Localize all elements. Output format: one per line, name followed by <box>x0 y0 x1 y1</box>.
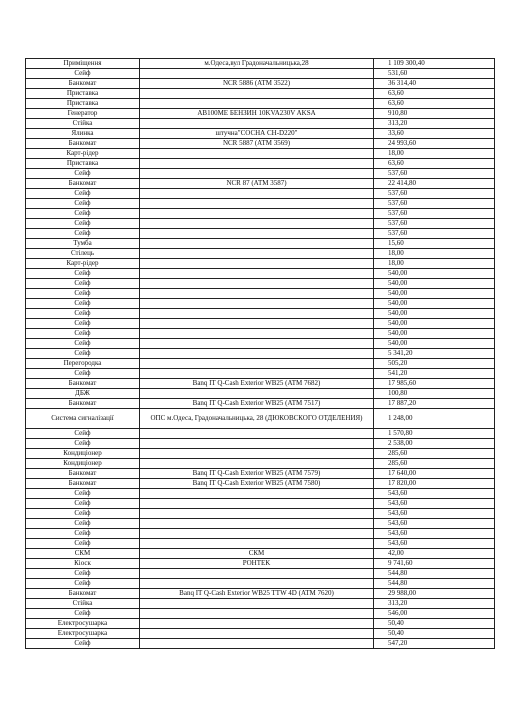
asset-value-cell: 543,60 <box>374 539 495 549</box>
asset-description-cell: Banq IT Q-Cash Exterior WB25 (ATM 7580) <box>140 479 374 489</box>
table-row <box>26 499 495 509</box>
asset-name-cell: Кондиціонер <box>26 449 140 459</box>
asset-name-cell: Банкомат <box>26 589 140 599</box>
asset-value-cell: 33,60 <box>374 129 495 139</box>
asset-description-cell: POHTEK <box>140 559 374 569</box>
asset-value-cell: 24 993,60 <box>374 139 495 149</box>
asset-description-cell <box>140 319 374 329</box>
asset-value-cell: 1 109 300,40 <box>374 59 495 69</box>
table-row <box>26 579 495 589</box>
table-row <box>26 369 495 379</box>
asset-name-cell: ДБЖ <box>26 389 140 399</box>
asset-description-cell <box>140 69 374 79</box>
asset-value-cell: 541,20 <box>374 369 495 379</box>
asset-name-cell: Приставка <box>26 89 140 99</box>
table-row <box>26 69 495 79</box>
asset-description-cell <box>140 359 374 369</box>
asset-name-cell: Сейф <box>26 539 140 549</box>
asset-value-cell: 18,00 <box>374 249 495 259</box>
asset-value-cell: 42,00 <box>374 549 495 559</box>
asset-name-cell: Банкомат <box>26 399 140 409</box>
table-row <box>26 569 495 579</box>
asset-value-cell: 285,60 <box>374 449 495 459</box>
asset-value-cell: 537,60 <box>374 189 495 199</box>
asset-description-cell <box>140 489 374 499</box>
asset-name-cell: Сейф <box>26 639 140 649</box>
asset-value-cell: 537,60 <box>374 219 495 229</box>
asset-value-cell: 540,00 <box>374 309 495 319</box>
asset-description-cell <box>140 209 374 219</box>
table-row <box>26 139 495 149</box>
table-row <box>26 359 495 369</box>
asset-name-cell: Сейф <box>26 229 140 239</box>
asset-name-cell: Сейф <box>26 69 140 79</box>
asset-value-cell: 36 314,40 <box>374 79 495 89</box>
asset-description-cell <box>140 449 374 459</box>
asset-description-cell <box>140 349 374 359</box>
asset-value-cell: 544,80 <box>374 569 495 579</box>
table-row <box>26 349 495 359</box>
asset-name-cell: Система сигналізації <box>26 409 140 429</box>
table-row <box>26 99 495 109</box>
asset-name-cell: Банкомат <box>26 479 140 489</box>
table-row <box>26 519 495 529</box>
asset-description-cell: ОПС м.Одеса, Градоначальницька, 28 (ДЮКОВСКОГО ОТДЕЛЕНИЯ) <box>140 409 374 429</box>
asset-description-cell <box>140 289 374 299</box>
asset-description-cell <box>140 329 374 339</box>
asset-name-cell: Електросушарка <box>26 619 140 629</box>
asset-description-cell <box>140 499 374 509</box>
asset-description-cell <box>140 439 374 449</box>
asset-description-cell <box>140 619 374 629</box>
asset-value-cell: 285,60 <box>374 459 495 469</box>
asset-description-cell <box>140 169 374 179</box>
table-row <box>26 319 495 329</box>
asset-value-cell: 313,20 <box>374 119 495 129</box>
asset-description-cell <box>140 149 374 159</box>
asset-value-cell: 29 988,00 <box>374 589 495 599</box>
asset-name-cell: Перегородка <box>26 359 140 369</box>
asset-description-cell <box>140 259 374 269</box>
table-row <box>26 429 495 439</box>
asset-description-cell <box>140 239 374 249</box>
asset-value-cell: 540,00 <box>374 319 495 329</box>
asset-description-cell <box>140 579 374 589</box>
asset-description-cell: NCR 87 (ATM 3587) <box>140 179 374 189</box>
asset-name-cell: Стійка <box>26 119 140 129</box>
asset-value-cell: 540,00 <box>374 329 495 339</box>
asset-name-cell: Приставка <box>26 99 140 109</box>
table-row <box>26 589 495 599</box>
asset-name-cell: Банкомат <box>26 179 140 189</box>
table-row <box>26 509 495 519</box>
table-row <box>26 559 495 569</box>
asset-value-cell: 540,00 <box>374 299 495 309</box>
asset-name-cell: Сейф <box>26 319 140 329</box>
table-row <box>26 409 495 429</box>
table-row <box>26 299 495 309</box>
table-row <box>26 329 495 339</box>
asset-description-cell <box>140 369 374 379</box>
asset-description-cell <box>140 599 374 609</box>
asset-description-cell <box>140 459 374 469</box>
table-row <box>26 79 495 89</box>
asset-description-cell <box>140 509 374 519</box>
asset-value-cell: 50,40 <box>374 629 495 639</box>
table-row <box>26 289 495 299</box>
asset-name-cell: Сейф <box>26 609 140 619</box>
asset-description-cell: Banq IT Q-Cash Exterior WB25 (ATM 7517) <box>140 399 374 409</box>
asset-description-cell <box>140 629 374 639</box>
asset-description-cell <box>140 569 374 579</box>
table-row <box>26 159 495 169</box>
asset-table <box>25 58 495 649</box>
asset-description-cell: штучна"СОСНА СН-D220" <box>140 129 374 139</box>
asset-description-cell <box>140 199 374 209</box>
asset-name-cell: Ялинка <box>26 129 140 139</box>
table-row <box>26 489 495 499</box>
asset-value-cell: 2 538,00 <box>374 439 495 449</box>
asset-value-cell: 540,00 <box>374 339 495 349</box>
asset-name-cell: Сейф <box>26 509 140 519</box>
asset-value-cell: 537,60 <box>374 229 495 239</box>
asset-value-cell: 547,20 <box>374 639 495 649</box>
asset-value-cell: 543,60 <box>374 529 495 539</box>
asset-name-cell: Сейф <box>26 209 140 219</box>
table-row <box>26 269 495 279</box>
asset-description-cell <box>140 249 374 259</box>
asset-name-cell: Стілець <box>26 249 140 259</box>
asset-name-cell: Сейф <box>26 299 140 309</box>
asset-description-cell <box>140 339 374 349</box>
asset-description-cell <box>140 159 374 169</box>
table-row <box>26 89 495 99</box>
asset-name-cell: Сейф <box>26 439 140 449</box>
asset-value-cell: 540,00 <box>374 289 495 299</box>
asset-value-cell: 543,60 <box>374 519 495 529</box>
asset-value-cell: 17 640,00 <box>374 469 495 479</box>
asset-value-cell: 537,60 <box>374 199 495 209</box>
table-row <box>26 209 495 219</box>
asset-description-cell: СКМ <box>140 549 374 559</box>
table-row <box>26 169 495 179</box>
table-row <box>26 189 495 199</box>
table-row <box>26 639 495 649</box>
asset-description-cell <box>140 539 374 549</box>
table-row <box>26 389 495 399</box>
asset-name-cell: Кондиціонер <box>26 459 140 469</box>
asset-value-cell: 543,60 <box>374 509 495 519</box>
asset-value-cell: 63,60 <box>374 89 495 99</box>
asset-value-cell: 531,60 <box>374 69 495 79</box>
asset-description-cell <box>140 219 374 229</box>
asset-description-cell: NCR 5887 (ATM 3569) <box>140 139 374 149</box>
table-row <box>26 179 495 189</box>
asset-name-cell: Сейф <box>26 429 140 439</box>
asset-value-cell: 22 414,80 <box>374 179 495 189</box>
asset-value-cell: 15,60 <box>374 239 495 249</box>
asset-value-cell: 100,80 <box>374 389 495 399</box>
asset-name-cell: Сейф <box>26 219 140 229</box>
asset-name-cell: Банкомат <box>26 469 140 479</box>
asset-register-sheet <box>25 58 485 649</box>
asset-name-cell: Сейф <box>26 339 140 349</box>
table-row <box>26 529 495 539</box>
table-row <box>26 149 495 159</box>
asset-value-cell: 313,20 <box>374 599 495 609</box>
asset-name-cell: Генератор <box>26 109 140 119</box>
asset-name-cell: Сейф <box>26 199 140 209</box>
table-row <box>26 539 495 549</box>
asset-name-cell: Карт-рідер <box>26 149 140 159</box>
asset-name-cell: Сейф <box>26 369 140 379</box>
asset-description-cell: Banq IT Q-Cash Exterior WB25 (ATM 7682) <box>140 379 374 389</box>
table-row <box>26 129 495 139</box>
asset-description-cell: м.Одеса,вул Градоначальницька,28 <box>140 59 374 69</box>
asset-value-cell: 543,60 <box>374 489 495 499</box>
asset-description-cell <box>140 389 374 399</box>
asset-value-cell: 63,60 <box>374 159 495 169</box>
asset-value-cell: 910,80 <box>374 109 495 119</box>
asset-description-cell <box>140 89 374 99</box>
asset-table-body <box>26 59 495 649</box>
table-row <box>26 469 495 479</box>
asset-name-cell: Кіоск <box>26 559 140 569</box>
asset-name-cell: Сейф <box>26 309 140 319</box>
table-row <box>26 619 495 629</box>
asset-name-cell: Банкомат <box>26 79 140 89</box>
table-row <box>26 379 495 389</box>
asset-name-cell: Карт-рідер <box>26 259 140 269</box>
asset-description-cell <box>140 639 374 649</box>
table-row <box>26 459 495 469</box>
table-row <box>26 119 495 129</box>
asset-name-cell: Сейф <box>26 169 140 179</box>
asset-name-cell: Тумба <box>26 239 140 249</box>
asset-value-cell: 537,60 <box>374 209 495 219</box>
asset-description-cell: AB100ME БЕНЗИН 10KVA230V AKSA <box>140 109 374 119</box>
asset-value-cell: 17 820,00 <box>374 479 495 489</box>
asset-name-cell: Приставка <box>26 159 140 169</box>
asset-description-cell <box>140 309 374 319</box>
asset-description-cell <box>140 299 374 309</box>
table-row <box>26 279 495 289</box>
asset-value-cell: 18,00 <box>374 259 495 269</box>
asset-value-cell: 546,00 <box>374 609 495 619</box>
asset-value-cell: 50,40 <box>374 619 495 629</box>
table-row <box>26 549 495 559</box>
asset-value-cell: 17 985,60 <box>374 379 495 389</box>
asset-value-cell: 1 248,00 <box>374 409 495 429</box>
table-row <box>26 479 495 489</box>
asset-description-cell: Banq IT Q-Cash Exterior WB25 (ATM 7579) <box>140 469 374 479</box>
asset-value-cell: 63,60 <box>374 99 495 109</box>
asset-name-cell: Сейф <box>26 349 140 359</box>
asset-name-cell: Банкомат <box>26 379 140 389</box>
asset-value-cell: 540,00 <box>374 269 495 279</box>
asset-description-cell <box>140 609 374 619</box>
asset-value-cell: 18,00 <box>374 149 495 159</box>
asset-description-cell: NCR 5886 (ATM 3522) <box>140 79 374 89</box>
asset-description-cell <box>140 519 374 529</box>
asset-name-cell: Стійка <box>26 599 140 609</box>
table-row <box>26 259 495 269</box>
asset-value-cell: 543,60 <box>374 499 495 509</box>
asset-value-cell: 505,20 <box>374 359 495 369</box>
asset-value-cell: 17 887,20 <box>374 399 495 409</box>
asset-name-cell: СКМ <box>26 549 140 559</box>
asset-name-cell: Електросушарка <box>26 629 140 639</box>
asset-name-cell: Сейф <box>26 289 140 299</box>
asset-name-cell: Сейф <box>26 489 140 499</box>
asset-description-cell: Banq IT Q-Cash Exterior WB25 TTW 4D (ATM 7620) <box>140 589 374 599</box>
table-row <box>26 599 495 609</box>
asset-name-cell: Банкомат <box>26 139 140 149</box>
table-row <box>26 109 495 119</box>
table-row <box>26 249 495 259</box>
table-row <box>26 609 495 619</box>
asset-name-cell: Сейф <box>26 329 140 339</box>
asset-name-cell: Сейф <box>26 579 140 589</box>
asset-description-cell <box>140 429 374 439</box>
asset-value-cell: 544,80 <box>374 579 495 589</box>
asset-name-cell: Сейф <box>26 269 140 279</box>
table-row <box>26 229 495 239</box>
asset-name-cell: Сейф <box>26 569 140 579</box>
asset-description-cell <box>140 279 374 289</box>
asset-value-cell: 537,60 <box>374 169 495 179</box>
asset-description-cell <box>140 229 374 239</box>
asset-value-cell: 5 341,20 <box>374 349 495 359</box>
table-row <box>26 399 495 409</box>
asset-name-cell: Сейф <box>26 529 140 539</box>
table-row <box>26 219 495 229</box>
table-row <box>26 439 495 449</box>
asset-value-cell: 9 741,60 <box>374 559 495 569</box>
asset-value-cell: 1 570,80 <box>374 429 495 439</box>
table-row <box>26 199 495 209</box>
table-row <box>26 339 495 349</box>
asset-description-cell <box>140 119 374 129</box>
asset-name-cell: Сейф <box>26 279 140 289</box>
asset-name-cell: Сейф <box>26 499 140 509</box>
asset-description-cell <box>140 269 374 279</box>
asset-name-cell: Приміщення <box>26 59 140 69</box>
table-row <box>26 449 495 459</box>
asset-name-cell: Сейф <box>26 189 140 199</box>
asset-description-cell <box>140 189 374 199</box>
asset-name-cell: Сейф <box>26 519 140 529</box>
table-row <box>26 59 495 69</box>
table-row <box>26 309 495 319</box>
asset-value-cell: 540,00 <box>374 279 495 289</box>
table-row <box>26 629 495 639</box>
asset-description-cell <box>140 99 374 109</box>
table-row <box>26 239 495 249</box>
asset-description-cell <box>140 529 374 539</box>
